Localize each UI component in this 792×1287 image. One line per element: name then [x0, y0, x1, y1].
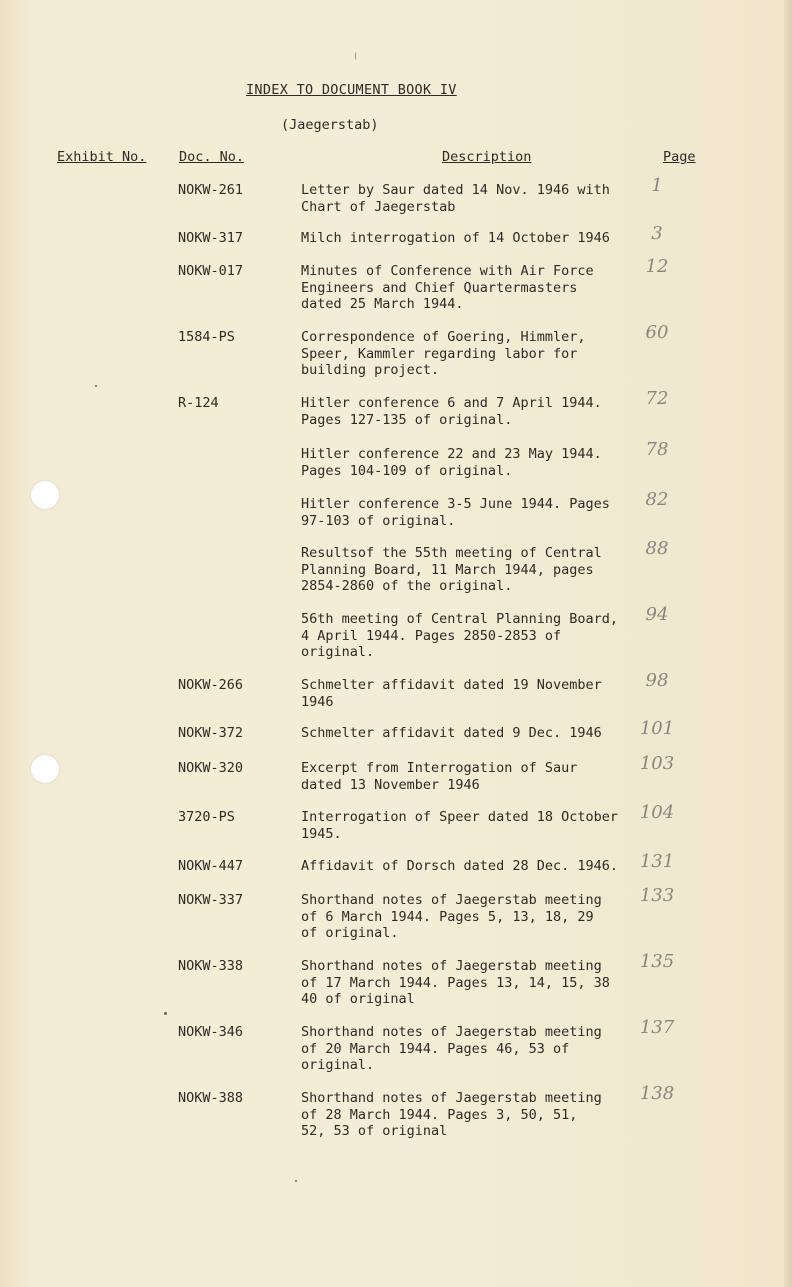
description-line: of 20 March 1944. Pages 46, 53 of: [301, 1040, 570, 1057]
doc-number: NOKW-346: [178, 1024, 244, 1040]
entry-description: [301, 958, 631, 1008]
page-number: 82: [645, 489, 669, 510]
description-line: Pages 104-109 of original.: [301, 462, 513, 479]
description-line: 1945.: [301, 825, 342, 842]
description-line: 56th meeting of Central Planning Board,: [301, 611, 618, 627]
description-line: Shorthand notes of Jaegerstab meeting: [301, 1090, 602, 1106]
description-line: Minutes of Conference with Air Force: [301, 263, 594, 279]
description-line: of original.: [301, 925, 399, 941]
entry-description: [301, 263, 631, 313]
description-line: Engineers and Chief Quartermasters: [301, 279, 578, 296]
doc-number: NOKW-372: [178, 725, 244, 741]
description-line: 2854-2860 of the original.: [301, 578, 513, 594]
entry-description: [301, 329, 631, 379]
entry-description: [301, 545, 631, 595]
doc-number: NOKW-266: [178, 677, 244, 693]
description-line: of 6 March 1944. Pages 5, 13, 18, 29: [301, 908, 594, 925]
page-number: 101: [639, 718, 675, 739]
page-edge: [784, 0, 792, 1287]
doc-number: NOKW-320: [178, 760, 244, 776]
ink-speck: [355, 52, 356, 60]
page-number: 98: [645, 670, 669, 691]
description-line: building project.: [301, 362, 440, 378]
description-line: Excerpt from Interrogation of Saur: [301, 760, 578, 776]
entry-description: [301, 725, 631, 742]
punch-hole-bottom: [31, 755, 59, 783]
description-line: Schmelter affidavit dated 19 November: [301, 677, 602, 693]
page-number: 104: [639, 802, 675, 823]
doc-number: NOKW-261: [178, 182, 244, 198]
page-number: 72: [645, 388, 669, 409]
page-number: 78: [645, 439, 669, 460]
column-header-exhibit: Exhibit No.: [57, 149, 147, 165]
page-number: 88: [645, 538, 669, 559]
entry-description: [301, 611, 631, 661]
page-number: 135: [639, 951, 675, 972]
page-number: 1: [651, 175, 663, 196]
description-line: Schmelter affidavit dated 9 Dec. 1946: [301, 725, 602, 741]
page-number: 3: [651, 223, 663, 244]
page-number: 60: [645, 322, 669, 343]
description-line: 40 of original: [301, 991, 415, 1007]
description-line: 52, 53 of original: [301, 1123, 448, 1139]
entry-description: [301, 182, 631, 215]
description-line: Resultsof the 55th meeting of Central: [301, 545, 602, 561]
page-number: 137: [639, 1017, 675, 1038]
description-line: Shorthand notes of Jaegerstab meeting: [301, 1024, 602, 1040]
entry-description: [301, 446, 631, 479]
punch-hole-top: [31, 481, 59, 509]
description-line: 97-103 of original.: [301, 512, 456, 529]
description-line: of 28 March 1944. Pages 3, 50, 51,: [301, 1106, 578, 1123]
page-number: 103: [639, 753, 675, 774]
description-line: dated 25 March 1944.: [301, 296, 464, 312]
doc-number: R-124: [178, 395, 219, 411]
doc-number: NOKW-388: [178, 1090, 244, 1106]
entry-description: [301, 395, 631, 428]
page-number: 94: [645, 604, 669, 625]
entry-description: [301, 496, 631, 529]
entry-description: [301, 760, 631, 793]
ink-speck: [95, 385, 97, 387]
description-line: original.: [301, 644, 375, 660]
description-line: Letter by Saur dated 14 Nov. 1946 with: [301, 182, 610, 198]
entry-description: [301, 858, 631, 875]
document-subtitle: (Jaegerstab): [281, 117, 379, 133]
doc-number: NOKW-317: [178, 230, 244, 246]
doc-number: NOKW-338: [178, 958, 244, 974]
description-line: Shorthand notes of Jaegerstab meeting: [301, 958, 602, 974]
description-line: 4 April 1944. Pages 2850-2853 of: [301, 627, 562, 644]
description-line: Planning Board, 11 March 1944, pages: [301, 561, 594, 578]
doc-number: NOKW-337: [178, 892, 244, 908]
description-line: of 17 March 1944. Pages 13, 14, 15, 38: [301, 974, 610, 991]
description-line: Affidavit of Dorsch dated 28 Dec. 1946.: [301, 858, 618, 874]
page-number: 12: [645, 256, 669, 277]
ink-speck: [295, 1180, 297, 1182]
doc-number: NOKW-447: [178, 858, 244, 874]
doc-number: 1584-PS: [178, 329, 235, 345]
description-line: Chart of Jaegerstab: [301, 198, 456, 215]
description-line: Correspondence of Goering, Himmler,: [301, 329, 586, 345]
entry-description: [301, 1024, 631, 1074]
column-header-description: Description: [442, 149, 532, 165]
description-line: Speer, Kammler regarding labor for: [301, 345, 578, 362]
description-line: Milch interrogation of 14 October 1946: [301, 230, 610, 246]
description-line: dated 13 November 1946: [301, 776, 480, 793]
description-line: 1946: [301, 693, 334, 710]
column-header-page: Page: [663, 149, 696, 165]
entry-description: [301, 892, 631, 942]
page-number: 138: [639, 1083, 675, 1104]
entry-description: [301, 230, 631, 247]
ink-speck: [164, 1012, 167, 1015]
description-line: Interrogation of Speer dated 18 October: [301, 809, 618, 825]
description-line: Hitler conference 6 and 7 April 1944.: [301, 395, 602, 411]
description-line: Shorthand notes of Jaegerstab meeting: [301, 892, 602, 908]
description-line: Pages 127-135 of original.: [301, 411, 513, 428]
page-number: 131: [639, 851, 675, 872]
description-line: original.: [301, 1057, 375, 1073]
entry-description: [301, 1090, 631, 1140]
entry-description: [301, 809, 631, 842]
page-number: 133: [639, 885, 675, 906]
doc-number: 3720-PS: [178, 809, 235, 825]
description-line: Hitler conference 22 and 23 May 1944.: [301, 446, 602, 462]
column-header-doc: Doc. No.: [179, 149, 245, 165]
description-line: Hitler conference 3-5 June 1944. Pages: [301, 496, 610, 512]
doc-number: NOKW-017: [178, 263, 244, 279]
document-title: INDEX TO DOCUMENT BOOK IV: [246, 82, 457, 98]
entry-description: [301, 677, 631, 710]
